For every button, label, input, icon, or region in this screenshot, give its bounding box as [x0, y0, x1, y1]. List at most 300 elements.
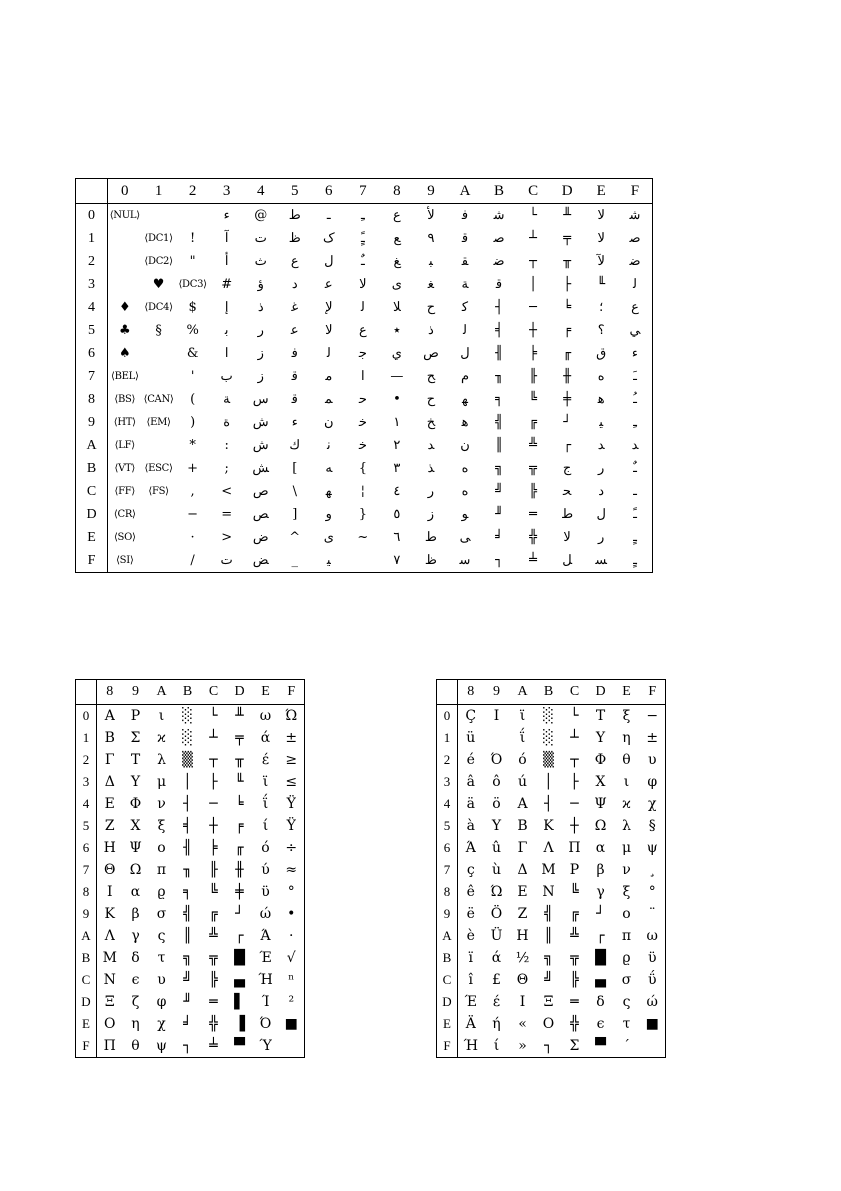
- greek-glyph-cell: ╒: [235, 818, 244, 834]
- greek-row-header: 4: [76, 793, 97, 815]
- latin-glyph-cell: ╣: [544, 906, 553, 922]
- greek-glyph-cell: ┬: [209, 752, 218, 768]
- arabic-row: [76, 273, 653, 296]
- arabic-glyph-cell: ﺇ: [224, 300, 229, 315]
- latin-row: [437, 991, 666, 1013]
- latin-glyph-cell: ϱ: [622, 950, 631, 966]
- greek-glyph-cell: ϵ: [131, 972, 140, 988]
- latin-glyph-cell: ╩: [570, 928, 579, 944]
- latin-row: [437, 771, 666, 793]
- arabic-glyph-cell: ـ: [633, 484, 637, 499]
- greek-glyph-cell: ╥: [235, 752, 244, 768]
- arabic-glyph-cell: ﺫ: [257, 300, 264, 315]
- latin-row-header: F: [437, 1035, 458, 1058]
- arabic-glyph-cell: ﻩ: [461, 484, 469, 499]
- latin-glyph-cell: ╦: [570, 950, 579, 966]
- arabic-glyph-cell: ╬: [529, 530, 537, 545]
- greek-glyph-cell: ├: [209, 774, 218, 790]
- latin-glyph-cell: ╝: [544, 972, 553, 988]
- greek-row-header: D: [76, 991, 97, 1013]
- arabic-glyph-cell: ╓: [563, 346, 572, 361]
- arabic-glyph-cell: ﻪ: [325, 461, 333, 476]
- arabic-glyph-cell: ـٍ: [633, 530, 637, 545]
- arabic-glyph-cell: ﺳ: [459, 553, 471, 568]
- greek-glyph-cell: ┴: [209, 730, 218, 746]
- greek-row: [76, 925, 305, 947]
- greek-glyph-cell: ╔: [209, 906, 218, 922]
- latin-glyph-cell: [640, 1035, 666, 1058]
- latin-glyph-cell: ╔: [570, 906, 579, 922]
- greek-glyph-cell: δ: [131, 950, 140, 966]
- arabic-glyph-cell: [142, 365, 176, 388]
- latin-row-header: 2: [437, 749, 458, 771]
- latin-row-header: B: [437, 947, 458, 969]
- arabic-glyph-cell: ﻗ: [461, 231, 469, 246]
- arabic-glyph-cell: ﻷ: [427, 208, 435, 223]
- greek-row: [76, 1013, 305, 1035]
- arabic-glyph-cell: ﺾ: [252, 553, 269, 568]
- arabic-glyph-cell: ٥: [393, 507, 401, 522]
- arabic-glyph-cell: ﻊ: [393, 231, 401, 246]
- greek-row-header: C: [76, 969, 97, 991]
- latin-row-header: 6: [437, 837, 458, 859]
- greek-glyph-cell: ╓: [235, 840, 244, 856]
- arabic-glyph-cell: [142, 434, 176, 457]
- greek-glyph-cell: ί: [262, 818, 269, 834]
- greek-row-header: 3: [76, 771, 97, 793]
- arabic-glyph-cell: ﺪ: [631, 438, 639, 453]
- greek-glyph-cell: ύ: [261, 862, 270, 878]
- greek-row-header: 0: [76, 705, 97, 728]
- arabic-glyph-cell: ﺽ: [252, 530, 269, 545]
- arabic-glyph-cell: ⟨DC2⟩: [144, 256, 173, 267]
- arabic-glyph-cell: ﺝ: [562, 461, 572, 476]
- arabic-glyph-cell: ﻬ: [325, 484, 332, 499]
- latin-row: [437, 727, 666, 749]
- greek-row-header: 2: [76, 749, 97, 771]
- latin-glyph-cell: ö: [492, 796, 501, 812]
- latin-row-header: 0: [437, 705, 458, 728]
- greek-glyph-cell: K: [104, 906, 115, 922]
- latin-row: [437, 837, 666, 859]
- latin-glyph-cell: Ξ: [543, 994, 554, 1010]
- arabic-glyph-cell: ط: [288, 208, 301, 223]
- arabic-glyph-cell: ,: [190, 484, 195, 499]
- greek-glyph-cell: Ά: [260, 928, 271, 944]
- arabic-glyph-cell: ﻧ: [326, 438, 331, 453]
- greek-glyph-cell: █: [234, 950, 245, 966]
- arabic-glyph-cell: ﺭ: [257, 323, 264, 338]
- greek-glyph-cell: α: [130, 884, 141, 900]
- latin-glyph-cell: Ά: [465, 840, 476, 856]
- arabic-glyph-cell: ┌: [563, 438, 572, 453]
- greek-glyph-cell: ╦: [209, 950, 218, 966]
- greek-row-header: F: [76, 1035, 97, 1058]
- arabic-glyph-cell: ﺕ: [220, 553, 233, 568]
- arabic-glyph-cell: [176, 204, 210, 228]
- arabic-glyph-cell: ┴: [529, 231, 537, 246]
- arabic-glyph-cell: ﺪ: [427, 438, 435, 453]
- arabic-glyph-cell: ﻮ: [461, 507, 469, 522]
- arabic-row-header: 4: [76, 296, 108, 319]
- arabic-glyph-cell: ﻫ: [597, 392, 605, 407]
- arabic-glyph-cell: ├: [563, 277, 572, 292]
- arabic-glyph-cell: ♦: [118, 300, 131, 315]
- latin-column-header: 9: [484, 680, 510, 705]
- greek-glyph-cell: φ: [156, 994, 167, 1010]
- latin-glyph-cell: ú: [517, 774, 528, 790]
- arabic-glyph-cell: ـِ: [633, 415, 637, 430]
- greek-glyph-cell: [279, 1035, 305, 1058]
- arabic-glyph-cell: ﻩ: [597, 369, 605, 384]
- arabic-glyph-cell: ┼: [529, 323, 537, 338]
- arabic-glyph-cell: ﻥ: [324, 415, 334, 430]
- latin-column-header: A: [510, 680, 536, 705]
- latin-glyph-cell: ó: [518, 752, 527, 768]
- greek-column-header: E: [253, 680, 279, 705]
- latin-glyph-cell: ψ: [646, 840, 658, 856]
- arabic-glyph-cell: ﻉ: [631, 300, 639, 315]
- greek-glyph-cell: Ό: [259, 1016, 272, 1032]
- latin-column-header: F: [640, 680, 666, 705]
- arabic-glyph-cell: ﺿ: [629, 254, 641, 269]
- arabic-glyph-cell: ╛: [495, 530, 503, 545]
- greek-glyph-cell: ≥: [285, 752, 298, 768]
- arabic-glyph-cell: ﺻ: [629, 231, 641, 246]
- arabic-glyph-cell: ﺷ: [629, 208, 641, 223]
- greek-glyph-cell: έ: [261, 752, 270, 768]
- greek-glyph-cell: θ: [131, 1038, 140, 1054]
- latin-row: [437, 815, 666, 837]
- arabic-glyph-cell: ﺔ: [223, 392, 231, 407]
- arabic-glyph-cell: ⟨SO⟩: [113, 532, 136, 543]
- arabic-glyph-cell: ﻕ: [596, 346, 607, 361]
- arabic-glyph-cell: ﻏ: [291, 300, 299, 315]
- arabic-glyph-cell: ╜: [495, 507, 503, 522]
- arabic-glyph-cell: *: [189, 438, 196, 453]
- greek-glyph-cell: Z: [104, 818, 115, 834]
- greek-row: [76, 749, 305, 771]
- latin-glyph-cell: E: [517, 884, 528, 900]
- arabic-glyph-cell: ـٌ: [360, 254, 365, 269]
- arabic-glyph-cell: ╟: [529, 369, 537, 384]
- arabic-glyph-cell: ـَ: [633, 369, 637, 384]
- latin-column-header: D: [588, 680, 614, 705]
- latin-glyph-cell: ╚: [570, 884, 579, 900]
- greek-row: [76, 969, 305, 991]
- greek-glyph-cell: Ξ: [104, 994, 115, 1010]
- latin-glyph-cell: ϰ: [622, 796, 631, 812]
- latin-glyph-cell: ϋ: [647, 950, 657, 966]
- arabic-glyph-cell: #: [221, 277, 233, 292]
- latin-column-header: E: [614, 680, 640, 705]
- arabic-row-header: 5: [76, 319, 108, 342]
- greek-glyph-cell: Λ: [104, 928, 115, 944]
- latin-glyph-cell: ´: [623, 1038, 630, 1054]
- arabic-glyph-cell: ﺟ: [358, 346, 367, 361]
- greek-glyph-cell: Γ: [104, 752, 115, 768]
- latin-row-header: 3: [437, 771, 458, 793]
- arabic-glyph-cell: =: [221, 507, 233, 522]
- arabic-glyph-cell: ﻁ: [424, 530, 437, 545]
- arabic-glyph-cell: ﻗ: [291, 392, 298, 407]
- latin-glyph-cell: Ö: [490, 906, 503, 922]
- latin-greek-character-table: [436, 679, 666, 1058]
- arabic-glyph-cell: ﯿ: [599, 415, 604, 430]
- latin-glyph-cell: ξ: [622, 708, 631, 724]
- greek-glyph-cell: M: [102, 950, 117, 966]
- arabic-column-header: C: [516, 179, 550, 204]
- greek-row-header: 5: [76, 815, 97, 837]
- latin-row-header: 9: [437, 903, 458, 925]
- latin-glyph-cell: β: [596, 862, 605, 878]
- arabic-row: [76, 549, 653, 573]
- arabic-glyph-cell: ـُ: [633, 392, 637, 407]
- latin-glyph-cell: π: [621, 928, 632, 944]
- latin-glyph-cell: ¸: [648, 862, 656, 878]
- greek-glyph-cell: ·: [289, 928, 294, 944]
- arabic-glyph-cell: ـٌ: [633, 461, 637, 476]
- arabic-row-header: B: [76, 457, 108, 480]
- greek-glyph-cell: ╙: [235, 774, 244, 790]
- greek-character-table: [75, 679, 305, 1058]
- arabic-glyph-cell: ﺯ: [427, 507, 435, 522]
- arabic-glyph-cell: ﺑ: [224, 323, 229, 338]
- arabic-glyph-cell: ٣: [393, 461, 401, 476]
- arabic-glyph-cell: •: [393, 392, 401, 407]
- arabic-glyph-cell: ﻤ: [325, 392, 333, 407]
- arabic-glyph-cell: ╙: [597, 277, 606, 292]
- greek-glyph-cell: χ: [157, 1016, 166, 1032]
- arabic-glyph-cell: ﻫ: [461, 415, 469, 430]
- arabic-glyph-cell: ﻋ: [290, 323, 299, 338]
- latin-glyph-cell: υ: [647, 752, 657, 768]
- arabic-glyph-cell: ٧: [393, 553, 401, 568]
- latin-glyph-cell: ±: [646, 730, 659, 746]
- latin-glyph-cell: θ: [622, 752, 631, 768]
- greek-glyph-cell: Δ: [104, 774, 115, 790]
- greek-glyph-cell: β: [131, 906, 140, 922]
- arabic-glyph-cell: ╩: [529, 438, 537, 453]
- arabic-glyph-cell: ٦: [393, 530, 401, 545]
- latin-glyph-cell: ω: [646, 928, 658, 944]
- arabic-glyph-cell: ﺹ: [423, 346, 439, 361]
- arabic-row-header: 2: [76, 250, 108, 273]
- latin-glyph-cell: Ä: [465, 1016, 476, 1032]
- greek-glyph-cell: ς: [157, 928, 166, 944]
- latin-glyph-cell: ϊ: [519, 708, 526, 724]
- latin-glyph-cell: ί: [493, 1038, 500, 1054]
- greek-row: [76, 991, 305, 1013]
- latin-glyph-cell: ╠: [570, 972, 579, 988]
- arabic-glyph-cell: ﻰ: [459, 530, 471, 545]
- greek-glyph-cell: ϊ: [262, 774, 269, 790]
- arabic-glyph-cell: [108, 250, 142, 273]
- arabic-glyph-cell: ﻅ: [424, 553, 437, 568]
- arabic-glyph-cell: ﻐ: [427, 277, 435, 292]
- greek-glyph-cell: ▌: [234, 994, 245, 1010]
- latin-glyph-cell: τ: [622, 1016, 631, 1032]
- greek-glyph-cell: P: [130, 708, 141, 724]
- arabic-column-header: 2: [176, 179, 210, 204]
- latin-glyph-cell: Ψ: [594, 796, 607, 812]
- latin-glyph-cell: Ό: [490, 752, 503, 768]
- latin-glyph-cell: ê: [466, 884, 475, 900]
- latin-glyph-cell: â: [466, 774, 475, 790]
- greek-glyph-cell: ±: [285, 730, 298, 746]
- latin-glyph-cell: ┬: [570, 752, 579, 768]
- arabic-glyph-cell: ﺭ: [427, 484, 435, 499]
- greek-glyph-cell: ι: [158, 708, 165, 724]
- arabic-glyph-cell: ـِ: [360, 208, 365, 223]
- greek-glyph-cell: ╬: [209, 1016, 218, 1032]
- latin-row: [437, 969, 666, 991]
- arabic-glyph-cell: ╫: [563, 369, 572, 384]
- greek-glyph-cell: λ: [157, 752, 166, 768]
- latin-row-header: C: [437, 969, 458, 991]
- arabic-glyph-cell: ـً: [633, 507, 637, 522]
- arabic-row-header: C: [76, 480, 108, 503]
- arabic-glyph-cell: ⟨DC4⟩: [144, 302, 173, 313]
- greek-glyph-cell: ά: [260, 730, 271, 746]
- greek-row: [76, 1035, 305, 1058]
- arabic-column-header: D: [550, 179, 584, 204]
- greek-glyph-cell: ϰ: [157, 730, 166, 746]
- latin-column-header: B: [536, 680, 562, 705]
- arabic-glyph-cell: ﻉ: [358, 323, 367, 338]
- greek-glyph-cell: Ÿ: [286, 818, 296, 834]
- arabic-glyph-cell: ﺧ: [358, 438, 367, 453]
- arabic-row-header: 0: [76, 204, 108, 228]
- greek-glyph-cell: Ί: [261, 994, 270, 1010]
- greek-glyph-cell: ╠: [209, 972, 218, 988]
- greek-glyph-cell: ≤: [285, 774, 298, 790]
- arabic-glyph-cell: &: [186, 346, 199, 361]
- arabic-glyph-cell: ﺓ: [223, 415, 231, 430]
- arabic-glyph-cell: ": [189, 254, 196, 269]
- arabic-glyph-cell: [108, 273, 142, 296]
- greek-column-header: F: [279, 680, 305, 705]
- arabic-column-header: A: [448, 179, 482, 204]
- latin-glyph-cell: ï: [468, 950, 473, 966]
- greek-glyph-cell: ╪: [235, 884, 244, 900]
- latin-glyph-cell: ç: [466, 862, 475, 878]
- latin-glyph-cell: Π: [568, 840, 581, 856]
- arabic-column-header: F: [618, 179, 652, 204]
- arabic-column-header: 3: [210, 179, 244, 204]
- latin-glyph-cell: Y: [491, 818, 502, 834]
- latin-glyph-cell: ä: [466, 796, 475, 812]
- latin-glyph-cell: [484, 727, 510, 749]
- greek-glyph-cell: O: [104, 1016, 116, 1032]
- latin-glyph-cell: ο: [622, 906, 631, 922]
- arabic-glyph-cell: ║: [495, 438, 503, 453]
- arabic-glyph-cell: ﺻ: [493, 231, 505, 246]
- arabic-glyph-cell: !: [190, 231, 196, 246]
- arabic-glyph-cell: ╔: [529, 415, 537, 430]
- latin-glyph-cell: Λ: [543, 840, 554, 856]
- greek-glyph-cell: Σ: [130, 730, 141, 746]
- arabic-glyph-cell: [142, 204, 176, 228]
- arabic-glyph-cell: \: [292, 484, 297, 499]
- latin-row-header: 1: [437, 727, 458, 749]
- arabic-glyph-cell: ﺧ: [358, 415, 367, 430]
- latin-row-header: E: [437, 1013, 458, 1035]
- arabic-glyph-cell: ⟨CR⟩: [113, 509, 136, 520]
- arabic-glyph-cell: أ: [224, 254, 229, 269]
- greek-glyph-cell: Έ: [259, 950, 272, 966]
- greek-glyph-cell: Ώ: [285, 708, 298, 724]
- latin-glyph-cell: Σ: [569, 1038, 580, 1054]
- arabic-row: [76, 342, 653, 365]
- arabic-row: [76, 204, 653, 228]
- arabic-glyph-cell: ╞: [529, 346, 537, 361]
- greek-glyph-cell: Ύ: [259, 1038, 272, 1054]
- arabic-glyph-cell: ﻝ: [460, 346, 470, 361]
- arabic-glyph-cell: ع: [393, 208, 401, 223]
- arabic-glyph-cell: ﺹ: [252, 484, 269, 499]
- arabic-row: [76, 227, 653, 250]
- latin-glyph-cell: £: [492, 972, 501, 988]
- latin-glyph-cell: σ: [621, 972, 632, 988]
- greek-glyph-cell: ≈: [285, 862, 298, 878]
- greek-glyph-cell: Ϋ: [286, 796, 296, 812]
- arabic-glyph-cell: ⟨CAN⟩: [143, 394, 174, 405]
- latin-glyph-cell: ϵ: [596, 1016, 605, 1032]
- greek-glyph-cell: μ: [156, 774, 167, 790]
- arabic-glyph-cell: +: [187, 461, 199, 476]
- latin-row-header: 7: [437, 859, 458, 881]
- latin-glyph-cell: °: [648, 884, 656, 900]
- greek-glyph-cell: ┘: [235, 906, 244, 922]
- greek-glyph-cell: ╤: [235, 730, 244, 746]
- latin-glyph-cell: ┼: [570, 818, 579, 834]
- greek-row: [76, 881, 305, 903]
- arabic-glyph-cell: ⟨DC1⟩: [144, 233, 173, 244]
- greek-glyph-cell: ╗: [183, 950, 192, 966]
- greek-header-row: [76, 680, 305, 705]
- greek-glyph-cell: B: [104, 730, 115, 746]
- arabic-corner: [76, 179, 108, 204]
- greek-row: [76, 837, 305, 859]
- latin-glyph-cell: ¨: [648, 906, 656, 922]
- arabic-glyph-cell: ;: [224, 461, 229, 476]
- latin-glyph-cell: └: [570, 708, 579, 724]
- latin-glyph-cell: Θ: [516, 972, 529, 988]
- arabic-glyph-cell: ﻥ: [460, 438, 470, 453]
- greek-glyph-cell: ╚: [209, 884, 218, 900]
- arabic-glyph-cell: ﺅ: [257, 277, 264, 292]
- greek-glyph-cell: ┐: [183, 1038, 192, 1054]
- greek-glyph-cell: Ή: [258, 972, 273, 988]
- latin-glyph-cell: χ: [648, 796, 657, 812]
- arabic-glyph-cell: ﺭ: [598, 530, 605, 545]
- latin-glyph-cell: ü: [466, 730, 476, 746]
- arabic-glyph-cell: ): [190, 415, 196, 430]
- arabic-glyph-cell: ^: [289, 530, 301, 545]
- arabic-row: [76, 434, 653, 457]
- greek-row-header: E: [76, 1013, 97, 1035]
- arabic-glyph-cell: ﺪ: [597, 438, 605, 453]
- arabic-glyph-cell: ؟: [597, 323, 605, 338]
- latin-glyph-cell: »: [518, 1038, 527, 1054]
- greek-glyph-cell: ╩: [209, 928, 218, 944]
- greek-row-header: 1: [76, 727, 97, 749]
- arabic-glyph-cell: [142, 549, 176, 573]
- latin-row-header: D: [437, 991, 458, 1013]
- arabic-glyph-cell: ╘: [563, 300, 572, 315]
- latin-glyph-cell: ▒: [543, 752, 554, 768]
